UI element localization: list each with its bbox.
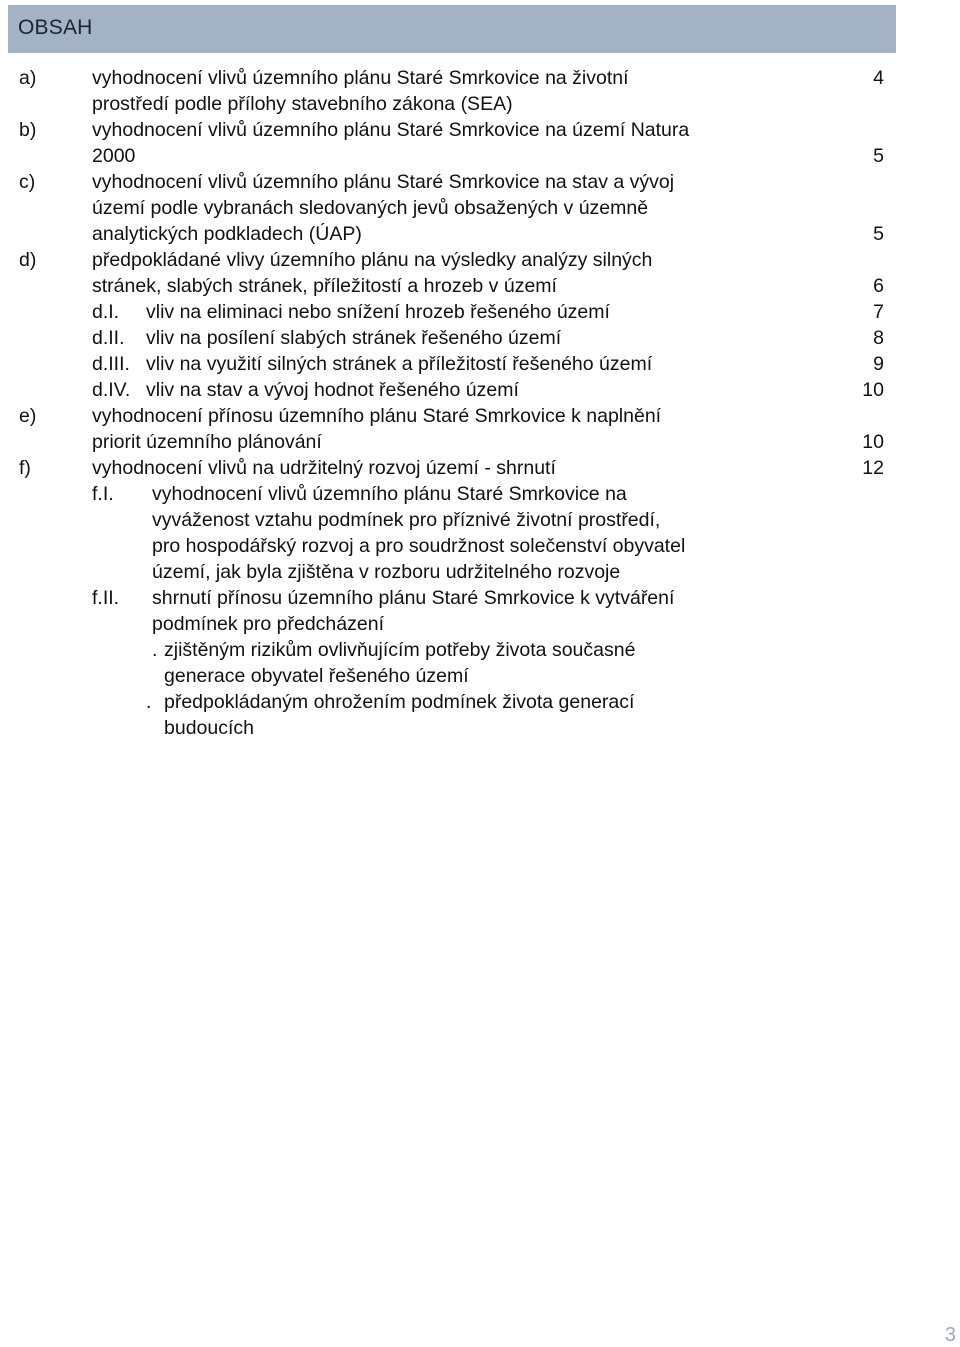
toc-marker: d.I.	[92, 301, 120, 323]
toc-page-number: 7	[873, 301, 884, 323]
toc-marker: f.I.	[92, 483, 114, 505]
toc-entry-text: vyhodnocení přínosu územního plánu Staré Smrkovice k naplnění	[92, 405, 662, 427]
toc-entry-text: předpokládané vlivy územního plánu na výsledky analýzy silných	[92, 249, 653, 271]
toc-entry-text: prostředí podle přílohy stavebního zákona (SEA)	[92, 93, 513, 115]
toc-entry-text: pro hospodářský rozvoj a pro soudržnost solečenství obyvatel	[152, 535, 686, 557]
toc-entry-text: 2000	[92, 145, 136, 167]
toc-marker: f)	[19, 457, 31, 479]
toc-marker: e)	[19, 405, 37, 427]
section-header-bar	[8, 5, 896, 53]
toc-marker: c)	[19, 171, 36, 193]
page-number: 3	[944, 1324, 956, 1346]
toc-entry-text: vyhodnocení vlivů územního plánu Staré Smrkovice na stav a vývoj	[92, 171, 675, 193]
toc-entry-text: vliv na využití silných stránek a příležitostí řešeného území	[146, 353, 653, 375]
toc-entry-text: vyhodnocení vlivů na udržitelný rozvoj území - shrnutí	[92, 457, 556, 479]
toc-marker: d.II.	[92, 327, 125, 349]
toc-entry-text: vyhodnocení vlivů územního plánu Staré Smrkovice na území Natura	[92, 119, 690, 141]
toc-marker: d.III.	[92, 353, 130, 375]
section-title: OBSAH	[18, 16, 93, 39]
toc-entry-text: území, jak byla zjištěna v rozboru udržitelného rozvoje	[152, 561, 621, 583]
bullet-marker: .	[146, 691, 152, 713]
toc-entry-text: zjištěným rizikům ovlivňujícím potřeby života současné	[164, 639, 636, 661]
toc-entry-text: stránek, slabých stránek, příležitostí a hrozeb v území	[92, 275, 557, 297]
toc-marker: a)	[19, 67, 37, 89]
toc-page-number: 10	[862, 379, 884, 401]
bullet-marker: .	[152, 639, 158, 661]
toc-entry-text: budoucích	[164, 717, 254, 739]
toc-entry-text: vyváženost vztahu podmínek pro příznivé životní prostředí,	[152, 509, 661, 531]
toc-marker: d.IV.	[92, 379, 131, 401]
toc-entry-text: vliv na stav a vývoj hodnot řešeného území	[146, 379, 519, 401]
toc-marker: b)	[19, 119, 37, 141]
toc-entry-text: priorit územního plánování	[92, 431, 322, 453]
toc-entry-text: vyhodnocení vlivů územního plánu Staré Smrkovice na životní	[92, 67, 629, 89]
toc-page-number: 5	[873, 223, 884, 245]
toc-page-number: 9	[873, 353, 884, 375]
toc-entry-text: podmínek pro předcházení	[152, 613, 384, 635]
toc-page-number: 5	[873, 145, 884, 167]
toc-entry-text: shrnutí přínosu územního plánu Staré Smrkovice k vytváření	[152, 587, 675, 609]
toc-marker: d)	[19, 249, 37, 271]
toc-page-number: 4	[873, 67, 884, 89]
toc-entry-text: území podle vybranách sledovaných jevů obsažených v územně	[92, 197, 649, 219]
toc-entry-text: vliv na posílení slabých stránek řešeného území	[146, 327, 562, 349]
toc-entry-text: analytických podkladech (ÚAP)	[92, 223, 362, 245]
toc-page-number: 10	[862, 431, 884, 453]
toc-entry-text: generace obyvatel řešeného území	[164, 665, 469, 687]
toc-page-number: 6	[873, 275, 884, 297]
toc-entry-text: předpokládaným ohrožením podmínek života generací	[164, 691, 635, 713]
toc-entry-text: vliv na eliminaci nebo snížení hrozeb řešeného území	[146, 301, 610, 323]
toc-page-number: 8	[873, 327, 884, 349]
toc-page-number: 12	[862, 457, 884, 479]
toc-entry-text: vyhodnocení vlivů územního plánu Staré Smrkovice na	[152, 483, 627, 505]
toc-marker: f.II.	[92, 587, 120, 609]
